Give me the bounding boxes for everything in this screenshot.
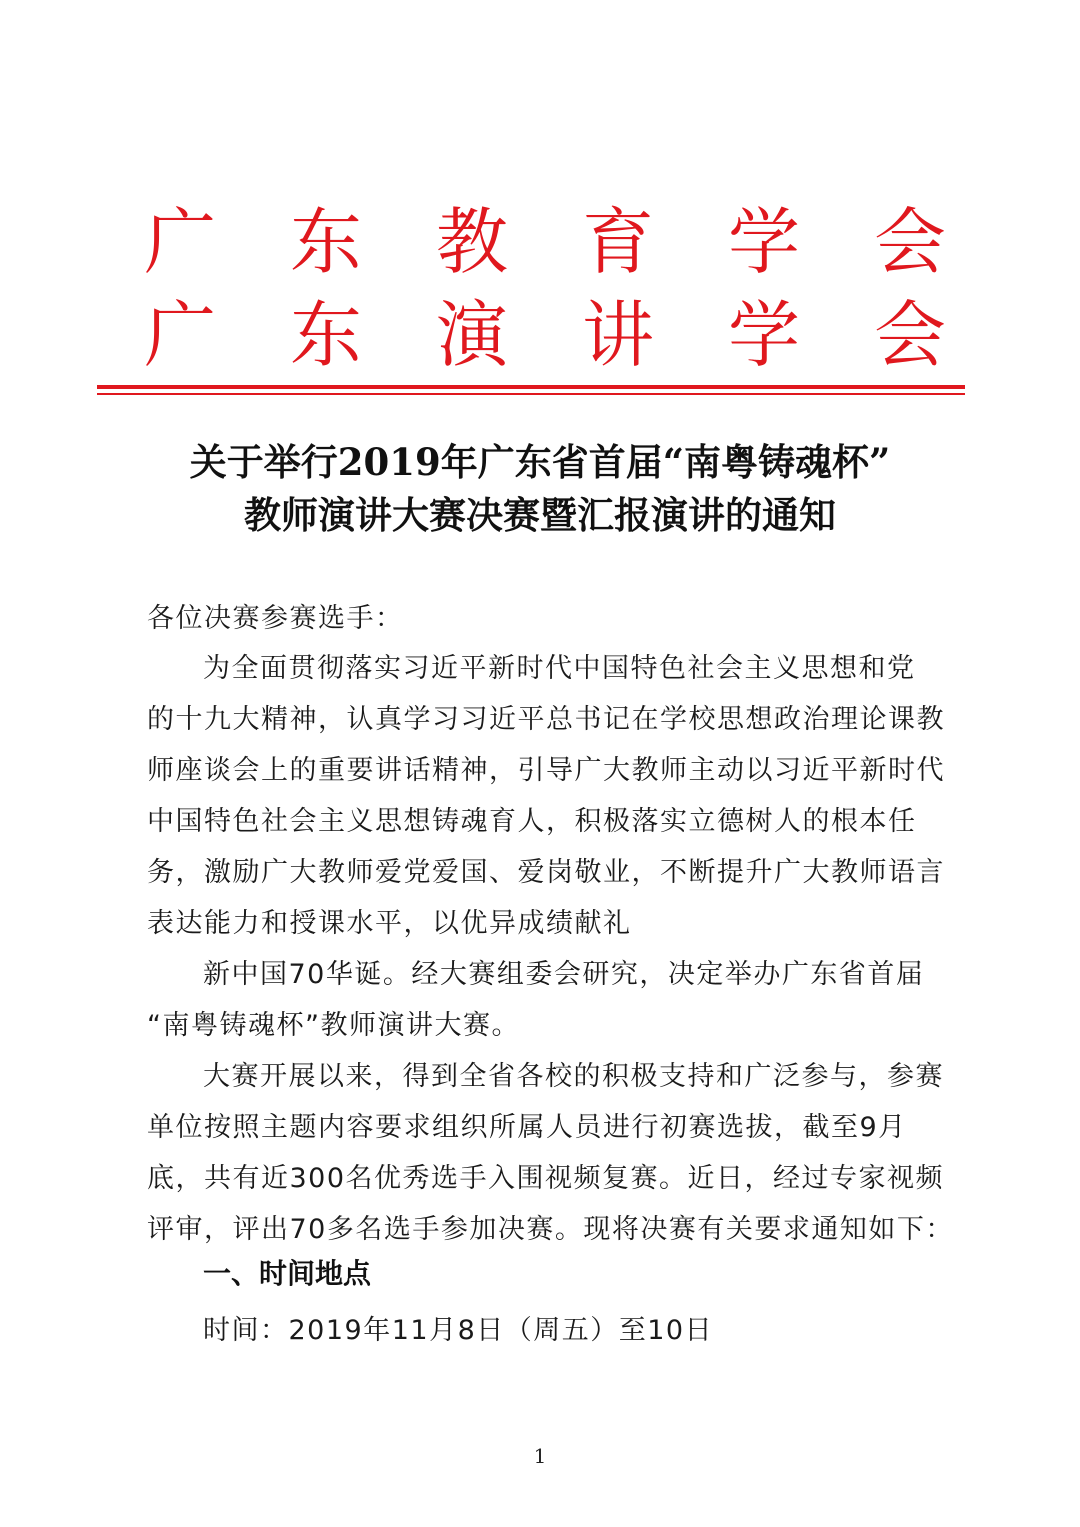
letterhead-char: 学: [727, 293, 800, 377]
letterhead-char: 东: [289, 200, 362, 284]
letterhead-char: 会: [873, 200, 946, 284]
letterhead-line-2: [140, 295, 950, 375]
letterhead-char: 学: [727, 200, 800, 284]
letterhead-char: 东: [289, 293, 362, 377]
body-line: 的十九大精神，认真学习习近平总书记在学校思想政治理论课教: [147, 704, 945, 735]
body-line: 师座谈会上的重要讲话精神，引导广大教师主动以习近平新时代: [147, 755, 945, 786]
letterhead-char: 育: [581, 200, 654, 284]
letterhead-char: 广: [143, 293, 216, 377]
body-line: 表达能力和授课水平，以优异成绩献礼: [147, 908, 632, 939]
body-line: 底，共有近300名优秀选手入围视频复赛。近日，经过专家视频: [147, 1163, 945, 1194]
body-line: 中国特色社会主义思想铸魂育人，积极落实立德树人的根本任: [147, 806, 917, 837]
document-title-line-1: 关于举行2019年广东省首届“南粤铸魂杯”: [189, 440, 891, 484]
section-heading: 一、时间地点: [203, 1257, 372, 1290]
letterhead-red-rule-thin: [97, 393, 965, 395]
letterhead-char: 教: [435, 200, 508, 284]
letterhead-line-1: [140, 202, 950, 282]
body-line: 单位按照主题内容要求组织所属人员进行初赛选拔，截至9月: [147, 1112, 907, 1143]
letterhead-red-rule: [97, 385, 965, 389]
salutation: 各位决赛参赛选手：: [147, 603, 404, 634]
time-line: 时间：2019年11月8日（周五）至10日: [203, 1315, 714, 1346]
page-number: 1: [533, 1444, 547, 1468]
body-line: 务，激励广大教师爱党爱国、爱岗敬业，不断提升广大教师语言: [147, 857, 945, 888]
letterhead-char: 演: [435, 293, 508, 377]
body-line: 新中国70华诞。经大赛组委会研究，决定举办广东省首届: [203, 959, 925, 990]
body-line: 为全面贯彻落实习近平新时代中国特色社会主义思想和党: [203, 653, 916, 684]
body-line: 大赛开展以来，得到全省各校的积极支持和广泛参与，参赛: [203, 1061, 944, 1092]
letterhead-char: 广: [143, 200, 216, 284]
body-line: 评审，评出70多名选手参加决赛。现将决赛有关要求通知如下：: [147, 1214, 954, 1245]
document-title-line-2: 教师演讲大赛决赛暨汇报演讲的通知: [244, 493, 836, 537]
letterhead-char: 会: [873, 293, 946, 377]
letterhead-char: 讲: [581, 293, 654, 377]
body-line: “南粤铸魂杯”教师演讲大赛。: [147, 1010, 520, 1041]
